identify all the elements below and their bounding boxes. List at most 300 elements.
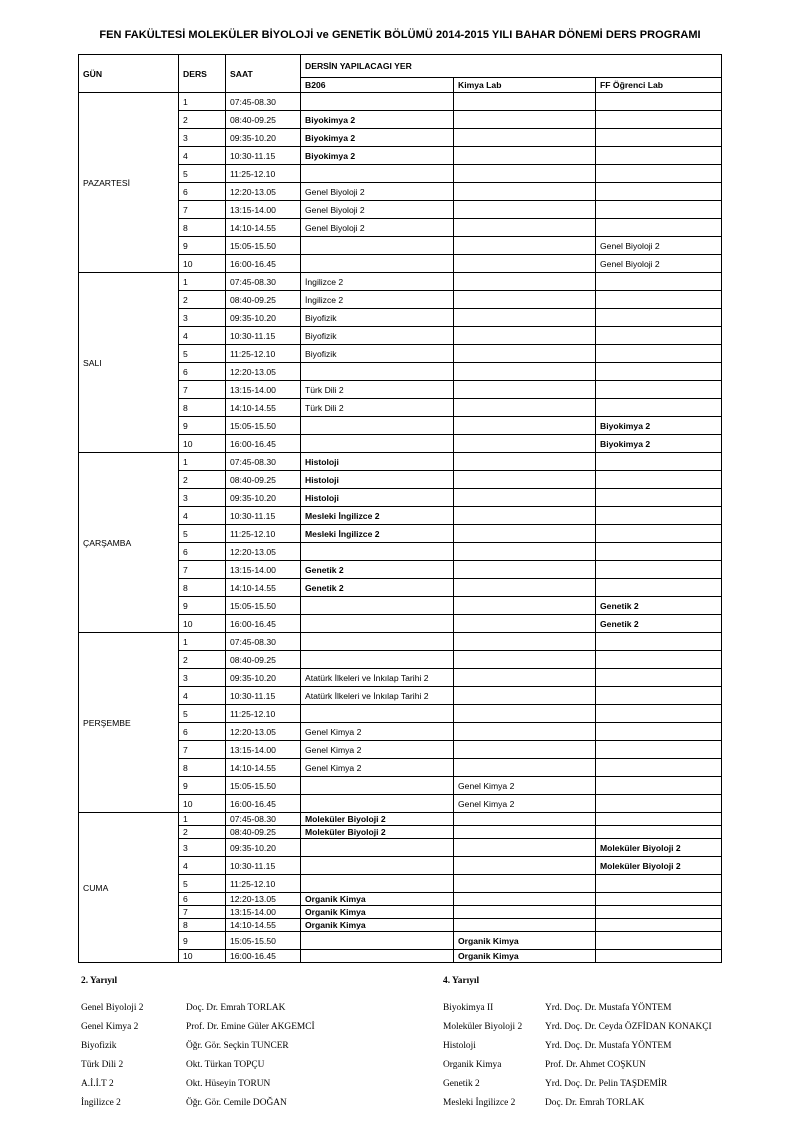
lesson-number-cell: 10 [179,255,226,273]
ff-lab-cell: Biyokimya 2 [596,435,722,453]
ff-lab-cell [596,932,722,950]
ff-lab-cell: Genel Biyoloji 2 [596,255,722,273]
kimya-lab-cell: Organik Kimya [454,950,596,963]
time-cell: 07:45-08.30 [226,453,301,471]
kimya-lab-cell [454,669,596,687]
lesson-number-cell: 5 [179,525,226,543]
page-title: FEN FAKÜLTESİ MOLEKÜLER BİYOLOJİ ve GENETİK BÖLÜMÜ 2014-2015 YILI BAHAR DÖNEMİ DERS PROGRAMI [99,29,701,41]
time-cell: 07:45-08.30 [226,813,301,826]
lesson-number-cell: 3 [179,489,226,507]
b206-cell [301,165,454,183]
lesson-number-cell: 6 [179,363,226,381]
ff-lab-cell [596,669,722,687]
b206-cell: Genel Kimya 2 [301,741,454,759]
time-cell: 15:05-15.50 [226,777,301,795]
lesson-number-cell: 4 [179,507,226,525]
lesson-number-cell: 3 [179,309,226,327]
time-cell: 10:30-11.15 [226,857,301,875]
b206-cell [301,950,454,963]
ff-lab-cell: Biyokimya 2 [596,417,722,435]
legend-row [443,1074,763,1093]
b206-cell [301,435,454,453]
kimya-lab-cell [454,381,596,399]
ff-lab-cell [596,919,722,932]
ff-lab-cell [596,906,722,919]
ff-lab-cell [596,147,722,165]
lesson-number-cell: 8 [179,919,226,932]
kimya-lab-cell [454,489,596,507]
header-kimya-lab: Kimya Lab [454,78,596,93]
b206-cell [301,255,454,273]
legend-course: Organik Kimya [443,1059,502,1070]
kimya-lab-cell [454,345,596,363]
time-cell: 12:20-13.05 [226,893,301,906]
lesson-number-cell: 4 [179,327,226,345]
legend-course: Moleküler Biyoloji 2 [443,1021,523,1032]
time-cell: 14:10-14.55 [226,919,301,932]
legend-course: İngilizce 2 [81,1097,121,1108]
day-cell: SALI [79,273,179,453]
lesson-number-cell: 6 [179,543,226,561]
kimya-lab-cell [454,615,596,633]
lesson-number-cell: 2 [179,651,226,669]
b206-cell: Genel Kimya 2 [301,723,454,741]
lesson-number-cell: 7 [179,381,226,399]
b206-cell [301,237,454,255]
time-cell: 16:00-16.45 [226,435,301,453]
legend-teacher: Yrd. Doç. Dr. Mustafa YÖNTEM [545,1040,672,1051]
b206-cell: Mesleki İngilizce 2 [301,507,454,525]
ff-lab-cell [596,525,722,543]
time-cell: 16:00-16.45 [226,950,301,963]
lesson-number-cell: 1 [179,93,226,111]
time-cell: 12:20-13.05 [226,183,301,201]
time-cell: 13:15-14.00 [226,741,301,759]
lesson-number-cell: 2 [179,471,226,489]
time-cell: 15:05-15.50 [226,417,301,435]
kimya-lab-cell [454,471,596,489]
ff-lab-cell [596,183,722,201]
legend-course: Mesleki İngilizce 2 [443,1097,516,1108]
kimya-lab-cell [454,597,596,615]
time-cell: 14:10-14.55 [226,579,301,597]
lesson-number-cell: 5 [179,705,226,723]
legend-heading: 2. Yarıyıl [81,976,118,986]
ff-lab-cell [596,759,722,777]
kimya-lab-cell [454,651,596,669]
kimya-lab-cell [454,255,596,273]
kimya-lab-cell [454,906,596,919]
time-cell: 15:05-15.50 [226,237,301,255]
b206-cell: Histoloji [301,471,454,489]
b206-cell [301,363,454,381]
ff-lab-cell: Genetik 2 [596,615,722,633]
legend-row [443,1093,763,1112]
ff-lab-cell [596,453,722,471]
lesson-number-cell: 2 [179,111,226,129]
ff-lab-cell [596,633,722,651]
b206-cell: Genel Biyoloji 2 [301,183,454,201]
legend-4-yariyil [443,976,763,1112]
lesson-number-cell: 9 [179,932,226,950]
legend-course: Türk Dili 2 [81,1059,124,1070]
kimya-lab-cell [454,561,596,579]
time-cell: 14:10-14.55 [226,759,301,777]
kimya-lab-cell [454,543,596,561]
table-row [79,453,722,471]
b206-cell: Biyokimya 2 [301,129,454,147]
ff-lab-cell [596,201,722,219]
kimya-lab-cell [454,363,596,381]
lesson-number-cell: 7 [179,201,226,219]
b206-cell: Atatürk İlkeleri ve İnkılap Tarihi 2 [301,687,454,705]
ff-lab-cell [596,705,722,723]
legend-course: Biyofizik [81,1040,117,1051]
time-cell: 08:40-09.25 [226,651,301,669]
kimya-lab-cell [454,759,596,777]
ff-lab-cell [596,875,722,893]
kimya-lab-cell [454,705,596,723]
ff-lab-cell [596,165,722,183]
ff-lab-cell: Genetik 2 [596,597,722,615]
header-ders: DERS [179,55,226,93]
ff-lab-cell [596,345,722,363]
time-cell: 10:30-11.15 [226,687,301,705]
ff-lab-cell [596,291,722,309]
kimya-lab-cell [454,129,596,147]
lesson-number-cell: 9 [179,597,226,615]
legend-row [81,1036,421,1055]
ff-lab-cell [596,651,722,669]
lesson-number-cell: 8 [179,579,226,597]
b206-cell: Biyofizik [301,309,454,327]
lesson-number-cell: 3 [179,129,226,147]
kimya-lab-cell: Genel Kimya 2 [454,777,596,795]
b206-cell [301,875,454,893]
b206-cell: Atatürk İlkeleri ve İnkılap Tarihi 2 [301,669,454,687]
b206-cell: Genel Kimya 2 [301,759,454,777]
kimya-lab-cell: Organik Kimya [454,932,596,950]
lesson-number-cell: 8 [179,399,226,417]
time-cell: 16:00-16.45 [226,255,301,273]
legend-teacher: Doç. Dr. Emrah TORLAK [545,1097,645,1108]
legend-teacher: Öğr. Gör. Seçkin TUNCER [186,1040,289,1051]
kimya-lab-cell [454,525,596,543]
time-cell: 07:45-08.30 [226,93,301,111]
ff-lab-cell: Moleküler Biyoloji 2 [596,839,722,857]
ff-lab-cell: Moleküler Biyoloji 2 [596,857,722,875]
b206-cell: Biyokimya 2 [301,111,454,129]
lesson-number-cell: 8 [179,759,226,777]
kimya-lab-cell [454,453,596,471]
legend-course: Genel Kimya 2 [81,1021,139,1032]
b206-cell: Mesleki İngilizce 2 [301,525,454,543]
kimya-lab-cell [454,165,596,183]
b206-cell: İngilizce 2 [301,273,454,291]
b206-cell [301,705,454,723]
b206-cell: Genel Biyoloji 2 [301,219,454,237]
time-cell: 11:25-12.10 [226,875,301,893]
kimya-lab-cell [454,875,596,893]
lesson-number-cell: 6 [179,183,226,201]
kimya-lab-cell [454,93,596,111]
lesson-number-cell: 5 [179,875,226,893]
b206-cell: Türk Dili 2 [301,381,454,399]
lesson-number-cell: 9 [179,417,226,435]
b206-cell [301,597,454,615]
time-cell: 13:15-14.00 [226,201,301,219]
lesson-number-cell: 3 [179,669,226,687]
b206-cell [301,93,454,111]
b206-cell [301,857,454,875]
kimya-lab-cell [454,309,596,327]
legend-teacher: Yrd. Doç. Dr. Pelin TAŞDEMİR [545,1078,668,1089]
kimya-lab-cell [454,813,596,826]
time-cell: 09:35-10.20 [226,309,301,327]
lesson-number-cell: 10 [179,950,226,963]
lesson-number-cell: 1 [179,273,226,291]
b206-cell [301,417,454,435]
time-cell: 10:30-11.15 [226,147,301,165]
ff-lab-cell [596,507,722,525]
ff-lab-cell [596,111,722,129]
legend-teacher: Öğr. Gör. Cemile DOĞAN [186,1097,287,1108]
table-row [79,93,722,111]
time-cell: 08:40-09.25 [226,291,301,309]
schedule-body [79,55,722,963]
legend-heading: 4. Yarıyıl [443,976,480,986]
day-cell: ÇARŞAMBA [79,453,179,633]
b206-cell: Genetik 2 [301,579,454,597]
legend-teacher: Okt. Türkan TOPÇU [186,1059,265,1070]
day-cell: PAZARTESİ [79,93,179,273]
kimya-lab-cell [454,399,596,417]
table-row [79,633,722,651]
legend-course: Genetik 2 [443,1078,480,1089]
b206-cell: Organik Kimya [301,906,454,919]
day-cell: PERŞEMBE [79,633,179,813]
time-cell: 15:05-15.50 [226,597,301,615]
lesson-number-cell: 7 [179,561,226,579]
kimya-lab-cell [454,435,596,453]
time-cell: 11:25-12.10 [226,345,301,363]
b206-cell [301,795,454,813]
table-row [79,813,722,826]
b206-cell [301,839,454,857]
legend-row [81,1017,421,1036]
legend-row [443,998,763,1017]
kimya-lab-cell [454,417,596,435]
time-cell: 12:20-13.05 [226,543,301,561]
ff-lab-cell [596,950,722,963]
ff-lab-cell [596,363,722,381]
ff-lab-cell [596,543,722,561]
ff-lab-cell [596,741,722,759]
kimya-lab-cell [454,893,596,906]
ff-lab-cell [596,93,722,111]
b206-cell [301,932,454,950]
ff-lab-cell [596,813,722,826]
kimya-lab-cell [454,273,596,291]
b206-cell: Biyokimya 2 [301,147,454,165]
ff-lab-cell [596,893,722,906]
b206-cell: Türk Dili 2 [301,399,454,417]
time-cell: 13:15-14.00 [226,561,301,579]
time-cell: 08:40-09.25 [226,826,301,839]
legend-teacher: Okt. Hüseyin TORUN [186,1078,271,1089]
legend-teacher: Prof. Dr. Ahmet COŞKUN [545,1059,646,1070]
legend-row [81,1074,421,1093]
legend-teacher: Doç. Dr. Emrah TORLAK [186,1002,286,1013]
lesson-number-cell: 7 [179,906,226,919]
day-cell: CUMA [79,813,179,963]
b206-cell: Genel Biyoloji 2 [301,201,454,219]
lesson-number-cell: 6 [179,893,226,906]
legend-teacher: Yrd. Doç. Dr. Mustafa YÖNTEM [545,1002,672,1013]
b206-cell: Genetik 2 [301,561,454,579]
lesson-number-cell: 7 [179,741,226,759]
kimya-lab-cell [454,111,596,129]
lesson-number-cell: 3 [179,839,226,857]
kimya-lab-cell [454,919,596,932]
time-cell: 16:00-16.45 [226,615,301,633]
ff-lab-cell [596,399,722,417]
time-cell: 10:30-11.15 [226,327,301,345]
b206-cell: Organik Kimya [301,919,454,932]
time-cell: 08:40-09.25 [226,111,301,129]
legend-row [81,1093,421,1112]
kimya-lab-cell [454,327,596,345]
lesson-number-cell: 10 [179,795,226,813]
kimya-lab-cell [454,687,596,705]
header-ff-lab: FF Öğrenci Lab [596,78,722,93]
schedule-table [78,54,722,963]
lesson-number-cell: 9 [179,777,226,795]
legend-course: Genel Biyoloji 2 [81,1002,144,1013]
legend-course: Histoloji [443,1040,476,1051]
lesson-number-cell: 4 [179,147,226,165]
time-cell: 13:15-14.00 [226,381,301,399]
ff-lab-cell [596,273,722,291]
kimya-lab-cell [454,857,596,875]
time-cell: 11:25-12.10 [226,705,301,723]
b206-cell [301,543,454,561]
legend-teacher: Yrd. Doç. Dr. Ceyda ÖZFİDAN KONAKÇI [545,1021,712,1032]
b206-cell: Biyofizik [301,345,454,363]
legend-row [443,1055,763,1074]
time-cell: 11:25-12.10 [226,525,301,543]
b206-cell: Organik Kimya [301,893,454,906]
b206-cell: Moleküler Biyoloji 2 [301,826,454,839]
lesson-number-cell: 1 [179,813,226,826]
ff-lab-cell [596,489,722,507]
time-cell: 07:45-08.30 [226,273,301,291]
ff-lab-cell [596,826,722,839]
lesson-number-cell: 8 [179,219,226,237]
ff-lab-cell [596,687,722,705]
header-yer: DERSİN YAPILACAGI YER [301,55,722,78]
time-cell: 14:10-14.55 [226,399,301,417]
kimya-lab-cell [454,201,596,219]
ff-lab-cell [596,723,722,741]
legend-row [81,998,421,1017]
legend-2-yariyil [81,976,421,1112]
b206-cell [301,777,454,795]
kimya-lab-cell [454,723,596,741]
kimya-lab-cell [454,147,596,165]
ff-lab-cell [596,219,722,237]
b206-cell [301,651,454,669]
legend-teacher: Prof. Dr. Emine Güler AKGEMCİ [186,1021,315,1032]
time-cell: 09:35-10.20 [226,669,301,687]
ff-lab-cell [596,561,722,579]
kimya-lab-cell [454,507,596,525]
lesson-number-cell: 2 [179,826,226,839]
header-saat: SAAT [226,55,301,93]
ff-lab-cell [596,309,722,327]
legend-course: Biyokimya II [443,1002,494,1013]
time-cell: 11:25-12.10 [226,165,301,183]
lesson-number-cell: 9 [179,237,226,255]
legend-course: A.İ.İ.T 2 [81,1078,114,1089]
legend-row [443,1017,763,1036]
header-gun: GÜN [79,55,179,93]
table-row [79,273,722,291]
ff-lab-cell [596,777,722,795]
b206-cell: Biyofizik [301,327,454,345]
b206-cell [301,633,454,651]
lesson-number-cell: 1 [179,453,226,471]
kimya-lab-cell [454,741,596,759]
kimya-lab-cell [454,826,596,839]
kimya-lab-cell [454,219,596,237]
lesson-number-cell: 5 [179,165,226,183]
time-cell: 10:30-11.15 [226,507,301,525]
ff-lab-cell [596,579,722,597]
time-cell: 12:20-13.05 [226,363,301,381]
time-cell: 13:15-14.00 [226,906,301,919]
lesson-number-cell: 5 [179,345,226,363]
time-cell: 12:20-13.05 [226,723,301,741]
kimya-lab-cell [454,237,596,255]
lesson-number-cell: 1 [179,633,226,651]
kimya-lab-cell [454,579,596,597]
ff-lab-cell: Genel Biyoloji 2 [596,237,722,255]
lesson-number-cell: 6 [179,723,226,741]
ff-lab-cell [596,381,722,399]
lesson-number-cell: 2 [179,291,226,309]
lesson-number-cell: 10 [179,435,226,453]
time-cell: 15:05-15.50 [226,932,301,950]
b206-cell: Histoloji [301,453,454,471]
legend-row [81,1055,421,1074]
kimya-lab-cell: Genel Kimya 2 [454,795,596,813]
kimya-lab-cell [454,291,596,309]
ff-lab-cell [596,327,722,345]
time-cell: 07:45-08.30 [226,633,301,651]
ff-lab-cell [596,795,722,813]
time-cell: 09:35-10.20 [226,839,301,857]
legend-row [443,1036,763,1055]
time-cell: 09:35-10.20 [226,489,301,507]
lesson-number-cell: 10 [179,615,226,633]
header-b206: B206 [301,78,454,93]
b206-cell: Moleküler Biyoloji 2 [301,813,454,826]
time-cell: 09:35-10.20 [226,129,301,147]
kimya-lab-cell [454,183,596,201]
lesson-number-cell: 4 [179,687,226,705]
ff-lab-cell [596,471,722,489]
